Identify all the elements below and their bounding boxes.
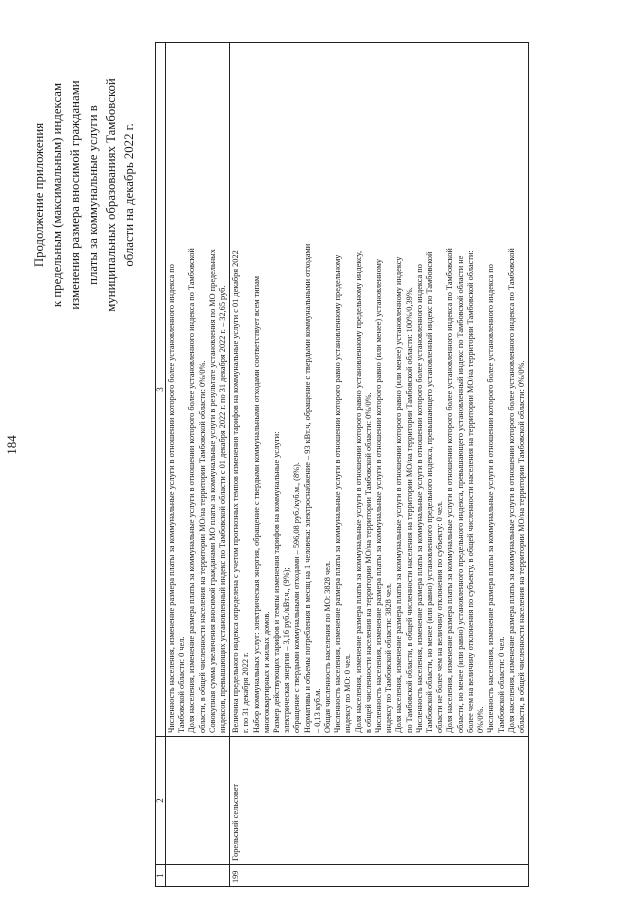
text-line: Тамбовской области, но менее (или равно) установленного предельного индекса, превышающего установленный индекс по Тамбовской: [425, 251, 435, 733]
heading-line: изменения размера вносимой гражданами: [68, 80, 82, 310]
text-line: г. по 31 декабря 2022 г.: [241, 652, 251, 733]
text-line: Численность населения, изменение размера платы за коммунальные услуги в отношении которого равно (или менее) установленному: [374, 259, 384, 733]
text-line: индексу по Тамбовской области: 3828 чел.: [384, 583, 394, 733]
text-line: индексу по МО: 0 чел.: [343, 653, 353, 733]
heading-line: области на декабрь 2022 г.: [122, 123, 136, 267]
text-line: Совокупная сумма увеличения вносимой гражданами МО платы за коммунальные услуги в результате установления по МО предельных: [207, 249, 217, 733]
heading-line: муниципальных образованиях Тамбовской: [104, 78, 118, 312]
text-line: Доля населения, изменение размера платы за коммунальные услуги в отношении которого более установленного индекса по Тамбовской: [506, 248, 516, 733]
text-line: электрическая энергия – 3,16 руб./кВт.ч., (9%);: [282, 567, 292, 733]
column-number: 1: [156, 865, 166, 887]
continuation-row: [166, 43, 230, 887]
text-line: Общая численность населения по МО: 3828 чел.: [323, 560, 333, 733]
text-line: Численность населения, изменение размера платы за коммунальные услуги в отношении которого более установленного индекса по: [167, 264, 176, 733]
table-row: [230, 43, 529, 887]
table-cell: [166, 737, 230, 865]
page-number: 184: [4, 435, 19, 455]
text-line: более чем на величину отклонения по субъекту, в общей численности населения на территории МО/на территории Тамбовской области:: [465, 250, 475, 733]
text-line: Доля населения, изменение размера платы за коммунальные услуги в отношении которого более установленного индекса по Тамбовской: [445, 248, 455, 733]
text-line: Размер действующих тарифов и темпы изменения тарифов на коммунальные услуги:: [272, 431, 282, 733]
text-line: 0%/0%.: [476, 706, 486, 733]
appendix-heading: [30, 45, 138, 345]
table-cell: [166, 865, 230, 887]
text-line: – 0,13 куб.м.: [312, 688, 322, 733]
heading-line: к предельным (максимальным) индексам: [50, 82, 64, 308]
text-line: в общей численности населения на территории МО/на территории Тамбовской области: 0%/0%.: [363, 392, 373, 733]
heading-line: платы за коммунальные услуги в: [86, 105, 100, 285]
text-line: Доля населения, изменение размера платы за коммунальные услуги в отношении которого более установленного индекса по Тамбовской: [187, 248, 197, 733]
heading-line: Продолжение приложения: [32, 122, 46, 268]
text-line: области, но менее (или равно) установленного предельного индекса, превышающего установленный индекс по Тамбовской области не: [455, 255, 465, 733]
text-line: обращение с твердыми коммунальными отходами – 596,08 руб./куб.м., (8%).: [292, 462, 302, 733]
text-line: индексов, превышающих установленный индекс по Тамбовской области с 01 декабря 2022 г. по 31 декабря 2022 г. – 32,65 руб.: [218, 285, 228, 733]
text-line: Тамбовской области: 0 чел.: [496, 636, 506, 733]
text-line: Набор коммунальных услуг: электрическая энергия, обращение с твердыми коммунальными отходами соответствует всем типам: [251, 275, 261, 733]
text-line: Численность населения, изменение размера платы за коммунальные услуги в отношении которого более установленного индекса по: [414, 264, 424, 733]
text-line: Нормативы и объемы потребления в месяц на 1 человека: электроснабжение – 93 кВт.ч, обращение с твердыми коммунальными отходами: [302, 243, 312, 733]
row-number: 199: [230, 865, 529, 887]
indices-table: [155, 42, 529, 887]
column-number: 3: [156, 43, 166, 737]
text-line: области, в общей численности населения на территории МО/на территории Тамбовской области: 0%/0%.: [516, 360, 526, 733]
text-line: Доля населения, изменение размера платы за коммунальные услуги в отношении которого равно установленному предельному индексу,: [353, 250, 363, 733]
text-line: Численность населения, изменение размера платы за коммунальные услуги в отношении которого равно установленному предельному: [333, 254, 343, 733]
continuation-text: [166, 43, 230, 737]
text-line: многоквартирных и жилых домов.: [261, 611, 271, 733]
municipality-name: Горельский сельсовет: [230, 737, 529, 865]
text-line: Величина предельного индекса определена с учетом прогнозных темпов изменения тарифов на коммунальные услуги с 01 декабря 2022: [231, 250, 241, 733]
column-number: 2: [156, 737, 166, 865]
column-number-row: [156, 43, 166, 887]
text-line: Численность населения, изменение размера платы за коммунальные услуги в отношении которого более установленного индекса по: [486, 264, 496, 733]
text-line: области, в общей численности населения на территории МО/на территории Тамбовской области: 0%/0%.: [197, 360, 207, 733]
text-line: Тамбовской области: 0 чел.: [177, 636, 187, 733]
text-line: области не более чем на величину отклонения по субъекту: 0 чел.: [435, 501, 445, 733]
text-line: по Тамбовской области, в общей численности населения на территории МО/на территории Тамбовской области: 100%/0,39%.: [404, 287, 414, 733]
text-line: Доля населения, изменение размера платы за коммунальные услуги в отношении которого равно (или менее) установленному индексу: [394, 256, 404, 733]
row-description: [230, 43, 529, 737]
